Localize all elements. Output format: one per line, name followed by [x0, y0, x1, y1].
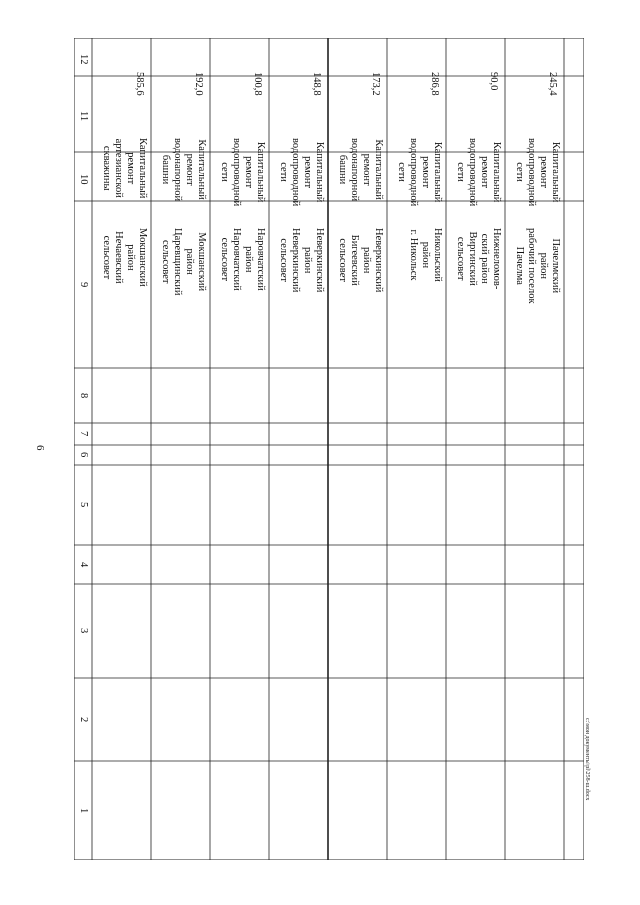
document-table: 12 11 10 9 8 7 6 5 4 3 2 1 585,6 Капитальный ремонт артезианской скважины Мокшанский район Нечаевский сельсовет 192,0 Капитальный ремонт водонапорной башни Мокшанский район Царевщинский сельсовет 100,8 Капитальный ремонт водопроводной сети Наровчатский район Наровчатский сельсовет 148,8 Капитальный ремонт водопроводной сети Неверкинский район Неверкинский сельсовет 173,2 Капитальный ремонт водонапорной башни Неверкинский район Бигеевский сельсовет 286,8 Капитальный ремонт водопроводной сети Никольский район г. Никольск 90,0 Капитальный ремонт водопроводной сети Нижнеломов- ский район Виргинский сельсовет 245,4 Капитальный ремонт водопроводной сети Пачелмский район рабочий поселок Пачелма: [74, 38, 584, 860]
table-grid: [74, 38, 584, 860]
